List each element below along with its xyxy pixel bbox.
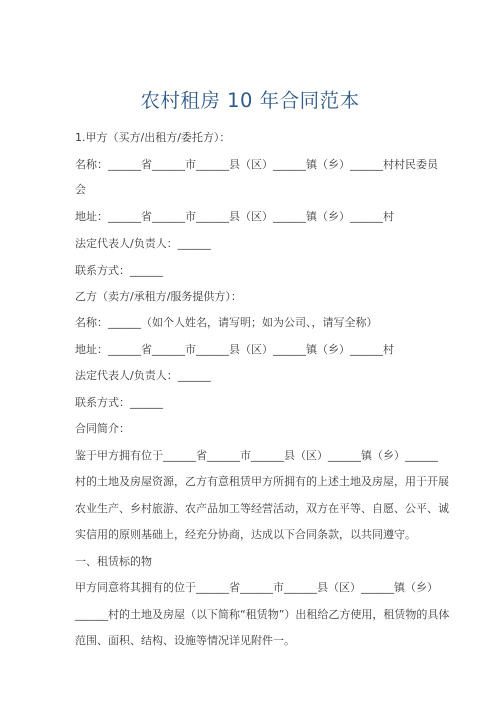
- intro-paragraph-line-1: 鉴于甲方拥有位于______省______市______县（区）______镇（乡）______: [75, 449, 438, 462]
- intro-paragraph-line-4: 实信用的原则基础上，经充分协商，达成以下合同条款，以共同遵守。: [75, 528, 416, 541]
- party-a-name-continued: 会: [75, 183, 86, 196]
- section-1-line-1: 甲方同意将其拥有的位于______省______市______县（区）______镇（乡）: [75, 581, 438, 594]
- section-1-line-2: ______村的土地及房屋（以下简称“租赁物”）出租给乙方使用，租赁物的具体: [75, 608, 450, 621]
- party-b-legal-representative: 法定代表人/负责人：______: [75, 369, 211, 382]
- section-1-heading: 一、租赁标的物: [75, 555, 152, 568]
- party-b-heading: 乙方（卖方/承租方/服务提供方）：: [75, 290, 242, 303]
- document-title: 农村租房 10 年合同范本: [140, 89, 360, 112]
- intro-paragraph-line-3: 农业生产、乡村旅游、农产品加工等经营活动，双方在平等、自愿、公平、诚: [75, 502, 449, 515]
- party-a-address: 地址：______省______市______县（区）______镇（乡）______村: [75, 210, 394, 223]
- section-1-line-3: 范围、面积、结构、设施等情况详见附件一。: [75, 634, 295, 647]
- party-b-address: 地址：______省______市______县（区）______镇（乡）______村: [75, 343, 394, 356]
- party-a-contact: 联系方式：______: [75, 264, 163, 277]
- intro-paragraph-line-2: 村的土地及房屋资源，乙方有意租赁甲方所拥有的上述土地及房屋，用于开展: [75, 475, 449, 488]
- contract-intro-heading: 合同简介：: [75, 422, 130, 435]
- party-b-contact: 联系方式：______: [75, 396, 163, 409]
- party-a-heading: 1.甲方（买方/出租方/委托方）：: [75, 131, 231, 144]
- party-a-name: 名称：______省______市______县（区）______镇（乡）______村村民委员: [75, 158, 438, 171]
- party-b-name: 名称：______（如个人姓名，请写明；如为公司、，请写全称）: [75, 316, 378, 329]
- party-a-legal-representative: 法定代表人/负责人：______: [75, 237, 211, 250]
